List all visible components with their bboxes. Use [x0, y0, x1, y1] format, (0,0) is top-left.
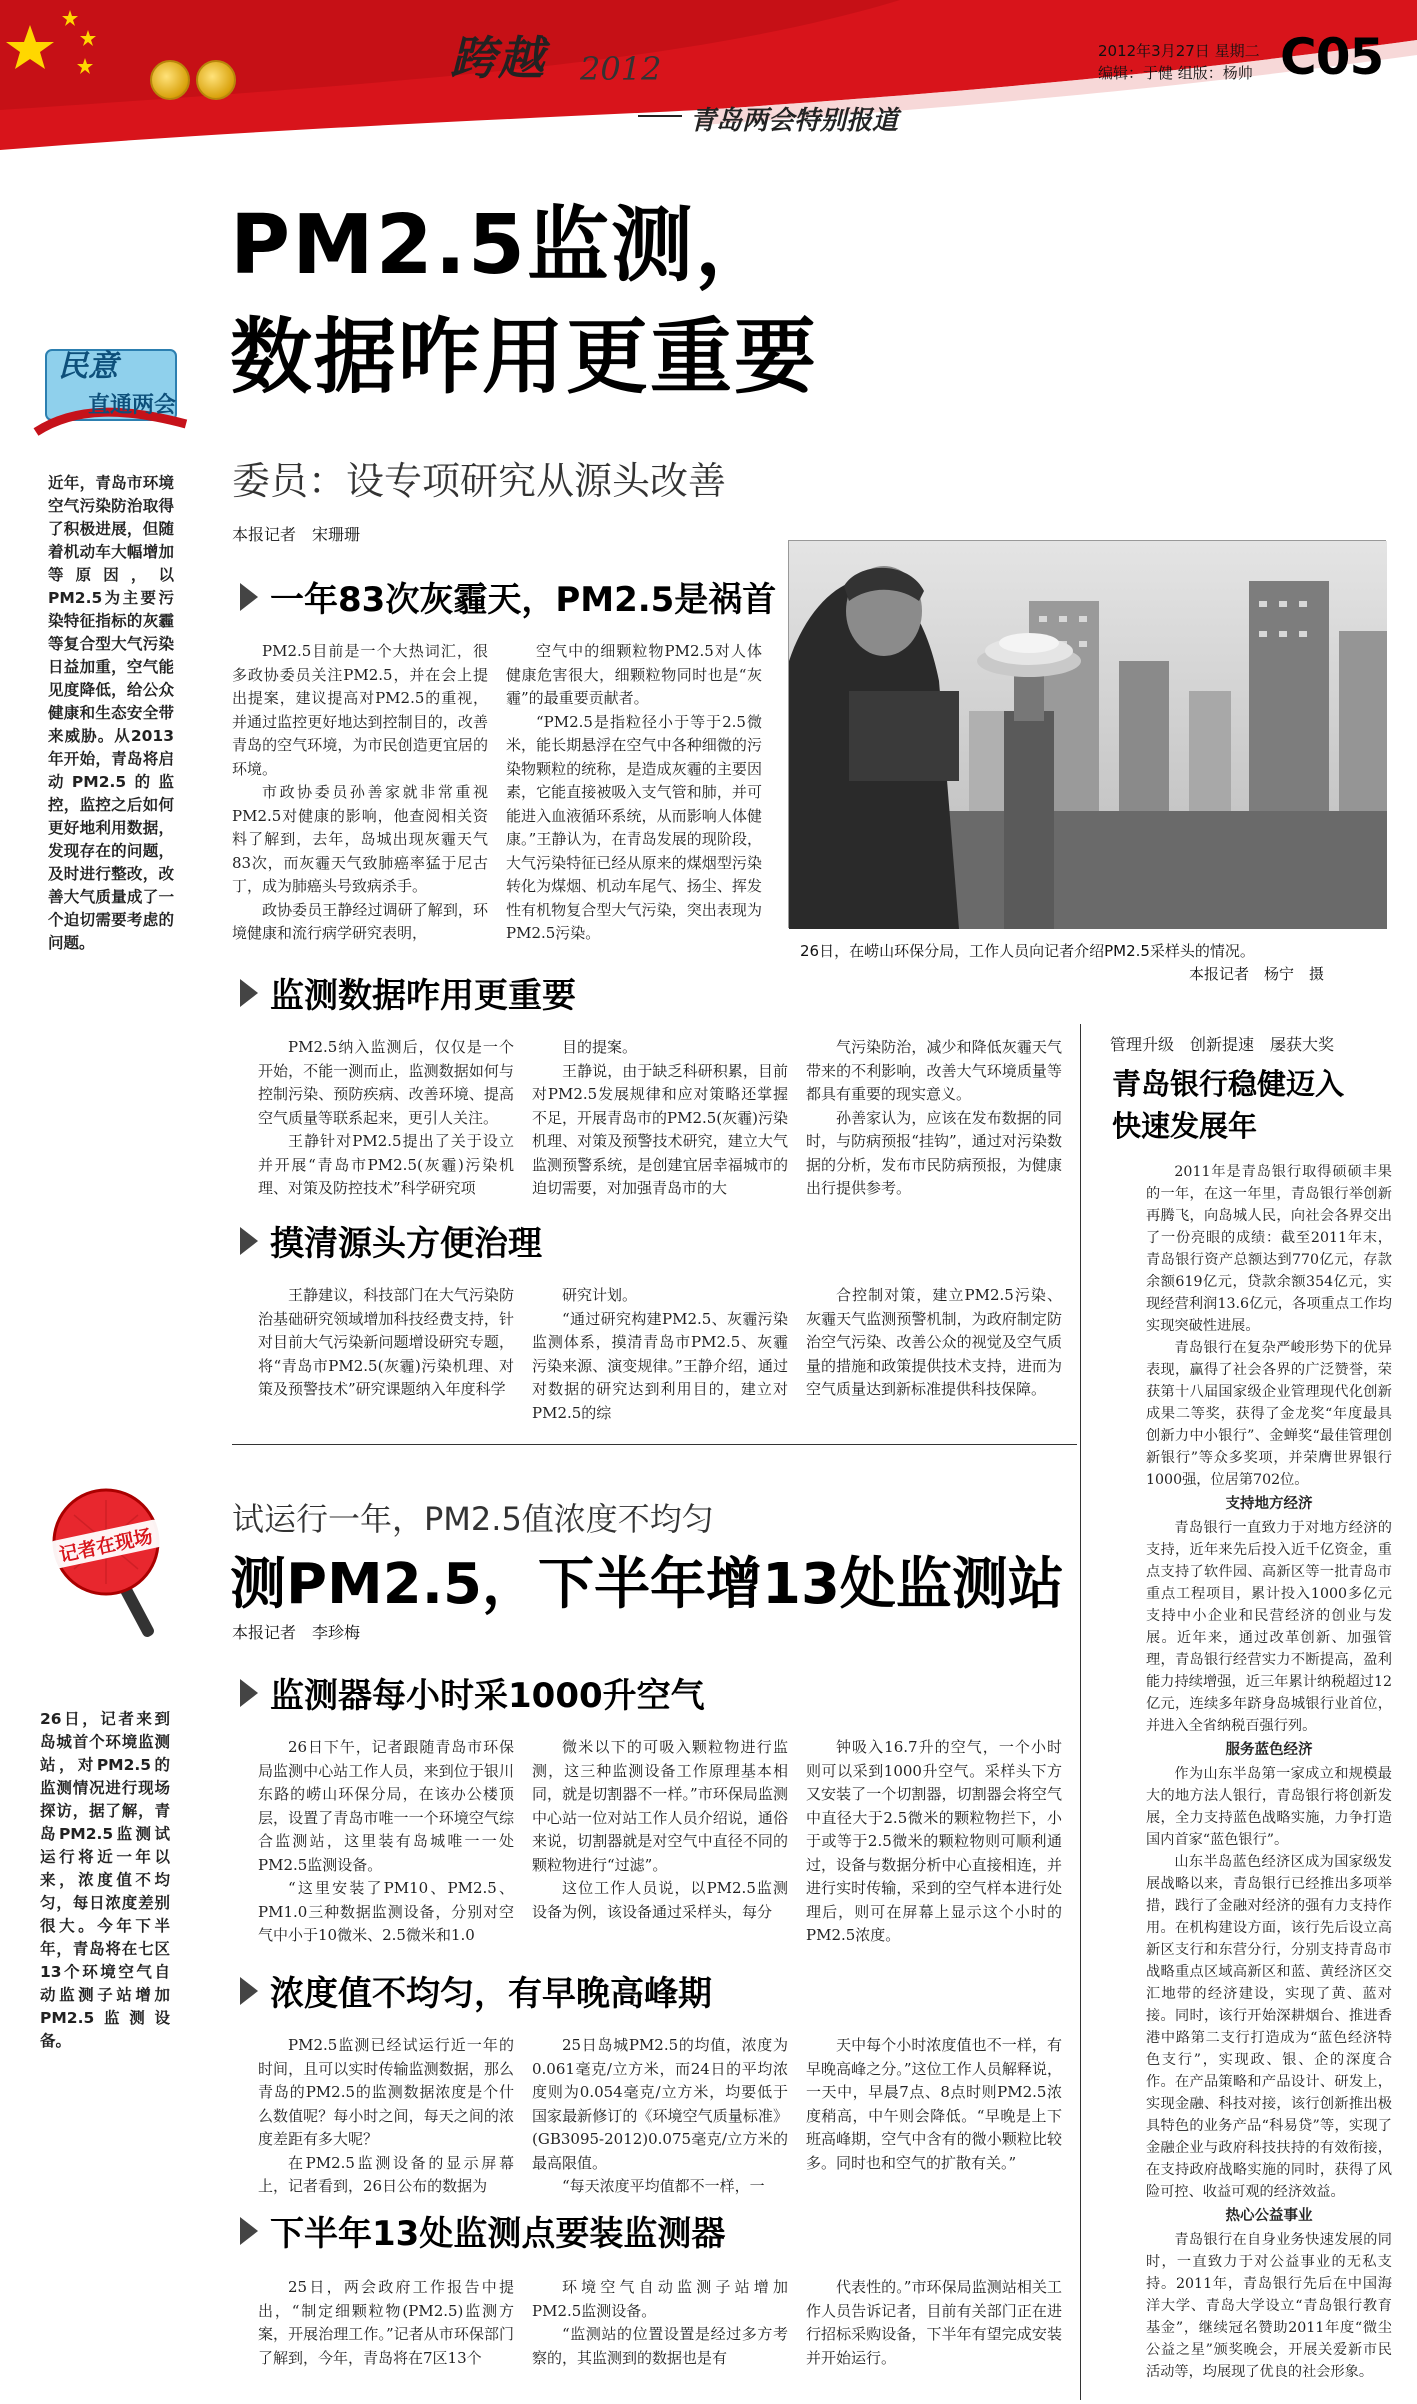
news-photo	[788, 540, 1386, 928]
text-column	[806, 2034, 1062, 2202]
headline-1-line1: PM2.5监测，	[230, 198, 779, 293]
text-column	[532, 1736, 788, 1951]
issue-date: 2012年3月27日 星期二	[1098, 42, 1260, 60]
text-column	[532, 1284, 788, 1429]
story2-section1-body	[258, 1736, 1068, 1951]
paragraph: 气污染防治，减少和降低灰霾天气带来的不利影响，改善大气环境质量等都具有重要的现实意义。	[806, 1038, 1062, 1103]
sidebar-paragraph: 青岛银行一直致力于对地方经济的支持，近年来先后投入近千亿资金，重点支持了软件园、高新区等一批青岛市重点工程项目，累计投入1000多亿元支持中小企业和民营经济的创业与发展。近年来，通过改革创新、加强管理，青岛银行经营实力不断提高，盈利能力持续增强，近三年累计纳税超过12亿元，连续多年跻身岛城银行业首位，并进入全省纳税百强行列。	[1146, 1520, 1392, 1734]
text-column	[258, 1036, 514, 1197]
triangle-bullet-icon	[240, 1227, 258, 1255]
paragraph: 目的提案。	[562, 1038, 638, 1056]
sidebar-article	[1092, 1028, 1392, 2400]
paragraph: 这位工作人员说，以PM2.5监测设备为例，该设备通过采样头，每分	[532, 1879, 788, 1921]
paragraph: 王静说，由于缺乏科研积累，目前对PM2.5发展规律和应对策略还掌握不足，开展青岛市的PM2.5(灰霾)污染机理、对策及预警技术研究，建立大气监测预警系统，是创建宜居幸福城市的迫切需要，对加强青岛市的大	[532, 1061, 789, 1197]
headline-2: 测PM2.5，下半年增13处监测站	[230, 1552, 1064, 1617]
paragraph: 代表性的。”市环保局监测站相关工作人员告诉记者，目前有关部门正在进行招标采购设备，下半年有望完成安装并开始运行。	[806, 2278, 1062, 2367]
national-emblem-icon	[150, 60, 190, 100]
sidebar-paragraph: 山东半岛蓝色经济区成为国家级发展战略以来，青岛银行已经推出多项举措，践行了金融对经济的强有力支持作用。在机构建设方面，该行先后设立高新区支行和东营分行，分别支持青岛市战略重点区域高新区和蓝、黄经济区交汇地带的经济建设，实现了黄、蓝对接。同时，该行开始深耕烟台、推进香港中路第二支行打造成为“蓝色经济特色支行”，实现政、银、企的深度合作。在产品策略和产品设计、研发上，实现金融、科技对接，该行创新推出极具特色的业务产品“科易贷”等，实现了金融企业与政府科技扶持的有效衔接，在支持政府战略实施的同时，获得了风险可控、收益可观的经济效益。	[1146, 1854, 1392, 2200]
paragraph: 王静针对PM2.5提出了关于设立并开展“青岛市PM2.5(灰霾)污染机理、对策及防控技术”科学研究项	[258, 1132, 514, 1197]
story1-subhead-3: 摸清源头方便治理	[240, 1216, 542, 1265]
story1-lead: 近年，青岛市环境空气污染防治取得了积极进展，但随着机动车大幅增加等原因，以PM2.5为主要污染特征指标的灰霾等复合型大气污染日益加重，空气能见度降低，给公众健康和生态安全带来威胁。从2013年开始，青岛将启动PM2.5的监控，监控之后如何更好地利用数据，发现存在的问题，及时进行整改，改善大气质量成了一个迫切需要考虑的问题。	[48, 474, 174, 952]
paragraph: 环境空气自动监测子站增加PM2.5监测设备。	[532, 2278, 788, 2320]
triangle-bullet-icon	[240, 2217, 258, 2245]
text-column	[232, 640, 488, 940]
story1-subhead-2: 监测数据咋用更重要	[240, 968, 576, 1017]
svg-text:记者在现场: 记者在现场	[57, 1525, 155, 1567]
story2-subhead-2: 浓度值不均匀，有早晚高峰期	[240, 1966, 712, 2015]
paragraph: 25日岛城PM2.5的均值，浓度为0.061毫克/立方米，而24日的平均浓度则为0.054毫克/立方米，均要低于国家最新修订的《环境空气质量标准》(GB3095-2012)0.075毫克/立方米的最高限值。	[532, 2036, 788, 2172]
story2-lead: 26日，记者来到岛城首个环境监测站，对PM2.5的监测情况进行现场探访，据了解，青岛PM2.5监测试运行将近一年以来，浓度值不均匀，每日浓度差别很大。今年下半年，青岛将在七区13个环境空气自动监测子站增加PM2.5监测设备。	[40, 1710, 170, 2050]
story1-section3-body	[258, 1284, 1068, 1429]
text-column	[258, 2034, 514, 2202]
photo-credit: 本报记者 杨宁 摄	[1188, 965, 1324, 983]
triangle-bullet-icon	[240, 1679, 258, 1707]
paragraph: 26日下午，记者跟随青岛市环保局监测中心站工作人员，来到位于银川东路的崂山环保分局，在该办公楼顶层，设置了青岛市唯一一个环境空气综合监测站，这里装有岛城唯一一处PM2.5监测设备。	[258, 1738, 514, 1874]
text-column	[258, 1736, 514, 1951]
paragraph: PM2.5监测已经试运行近一年的时间，且可以实时传输监测数据，那么青岛的PM2.5的监测数据浓度是个什么数值呢？每小时之间，每天之间的浓度差距有多大呢？	[258, 2036, 514, 2148]
story2-byline: 本报记者 李珍梅	[232, 1623, 361, 1642]
brand-year: 2012	[580, 50, 662, 88]
paragraph: “这里安装了PM10、PM2.5、PM1.0三种数据监测设备，分别对空气中小于10微米、2.5微米和1.0	[258, 1879, 514, 1944]
sidebar-keywords: 管理升级 创新提速 屡获大奖	[1110, 1035, 1335, 1054]
paragraph: 市政协委员孙善家就非常重视PM2.5对健康的影响，他查阅相关资料了解到，去年，岛城出现灰霾天气83次，而灰霾天气致肺癌率猛于尼古丁，成为肺癌头号致病杀手。	[232, 783, 488, 895]
triangle-bullet-icon	[240, 583, 258, 611]
paragraph: 空气中的细颗粒物PM2.5对人体健康危害很大，细颗粒物同时也是“灰霾”的最重要贡献者。	[506, 642, 762, 707]
text-column	[532, 1036, 789, 1197]
paragraph: 在PM2.5监测设备的显示屏幕上，记者看到，26日公布的数据为	[258, 2153, 514, 2195]
masthead	[0, 0, 1417, 150]
sidebar-title-line1: 青岛银行稳健迈入	[1112, 1067, 1345, 1101]
sidebar-paragraph: 青岛银行在复杂严峻形势下的优异表现，赢得了社会各界的广泛赞誉，荣获第十八届国家级企业管理现代化创新成果二等奖，获得了金龙奖“年度最具创新力中小银行”、金蝉奖“最佳管理创新银行”等众多奖项，并荣膺世界银行1000强，位居第702位。	[1146, 1340, 1392, 1488]
paragraph: “监测站的位置设置是经过多方考察的，其监测到的数据也是有	[532, 2325, 788, 2367]
paragraph: 25日，两会政府工作报告中提出，“制定细颗粒物(PM2.5)监测方案，开展治理工作。”记者从市环保部门了解到，今年，青岛将在7区13个	[258, 2278, 514, 2367]
text-column	[506, 640, 762, 940]
sidebar-subheading: 支持地方经济	[1225, 1496, 1313, 1512]
headline-1	[230, 190, 818, 414]
paragraph: 微米以下的可吸入颗粒物进行监测，这三种监测设备工作原理基本相同，就是切割器不一样。”市环保局监测中心站一位对站工作人员介绍说，通俗来说，切割器就是对空气中直径不同的颗粒物进行“过滤”。	[532, 1738, 788, 1874]
headline-1-line2: 数据咋用更重要	[230, 310, 819, 405]
sidebar-paragraph: 2011年是青岛银行取得硕硕丰果的一年，在这一年里，青岛银行举创新再腾飞，向岛城人民，向社会各界交出了一份亮眼的成绩：截至2011年末，青岛银行资产总额达到770亿元，存款余额619亿元，贷款余额354亿元，实现经营利润13.6亿元，各项重点工作均实现突破性进展。	[1146, 1164, 1392, 1334]
brand-title: 跨越	[450, 31, 546, 85]
triangle-bullet-icon	[240, 979, 258, 1007]
story2-subhead-1: 监测器每小时采1000升空气	[240, 1668, 705, 1717]
paragraph: 钟吸入16.7升的空气，一个小时则可以采到1000升空气。采样头下方又安装了一个切割器，切割器会将空气中直径大于2.5微米的颗粒物拦下，小于或等于2.5微米的颗粒物则可顺利通过，设备与数据分析中心直接相连，并进行实时传输，采到的空气样本进行处理后，则可在屏幕上显示这个小时的PM2.5浓度。	[806, 1738, 1062, 1944]
text-column	[806, 1284, 1062, 1429]
text-column	[806, 2276, 1062, 2394]
paragraph: 合控制对策，建立PM2.5污染、灰霾天气监测预警机制，为政府制定防治空气污染、改善公众的视觉及空气质量的措施和政策提供技术支持，进而为空气质量达到新标准提供科技保障。	[806, 1286, 1062, 1398]
sidebar-body	[1146, 1161, 1392, 2380]
paragraph: “通过研究构建PM2.5、灰霾污染监测体系，摸清青岛市PM2.5、灰霾污染来源、演变规律。”王静介绍，通过对数据的研究达到利用目的，建立对PM2.5的综	[532, 1309, 788, 1422]
story1-subhead-1: 一年83次灰霾天，PM2.5是祸首	[240, 572, 776, 621]
story2-subhead-3: 下半年13处监测点要装监测器	[240, 2206, 725, 2255]
text-column	[532, 2276, 788, 2394]
page-number: C05	[1280, 28, 1384, 86]
sidebar-subheading: 服务蓝色经济	[1225, 1742, 1313, 1758]
story1-byline: 本报记者 宋珊珊	[232, 525, 361, 544]
text-column	[532, 2034, 788, 2202]
paragraph: PM2.5纳入监测后，仅仅是一个开始，不能一测而止，监测数据如何与控制污染、预防疾病、改善环境、提高空气质量等联系起来，更引人关注。	[258, 1038, 514, 1127]
paragraph: 天中每个小时浓度值也不一样，有早晚高峰之分。”这位工作人员解释说，一天中，早晨7点、8点时则PM2.5浓度稍高，中午则会降低。“早晚是上下班高峰期，空气中含有的微小颗粒比较多。同时也和空气的扩散有关。”	[806, 2036, 1062, 2172]
photo-caption	[800, 940, 1384, 986]
paragraph: 孙善家认为，应该在发布数据的同时，与防病预报“挂钩”，通过对污染数据的分析，发布市民防病预报，为健康出行提供参考。	[806, 1108, 1062, 1197]
story1-deck: 委员：设专项研究从源头改善	[232, 459, 727, 503]
paragraph: “PM2.5是指粒径小于等于2.5微米，能长期悬浮在空气中各种细微的污染物颗粒的统称，是造成灰霾的主要因素，它能直接被吸入支气管和肺，并可能进入血液循环系统，从而影响人体健康。”王静认为，在青岛发展的现阶段，大气污染特征已经从原来的煤烟型污染转化为煤烟、机动车尾气、扬尘、挥发性有机物复合型大气污染，突出表现为PM2.5污染。	[506, 712, 762, 942]
paragraph: 王静建议，科技部门在大气污染防治基础研究领域增加科技经费支持，针对目前大气污染新问题增设研究专题，将“青岛市PM2.5(灰霾)污染机理、对策及预警技术”研究课题纳入年度科学	[258, 1286, 514, 1398]
sidebar-divider	[1080, 1024, 1081, 2400]
story1-section1-body	[232, 640, 762, 940]
sidebar-title-line2: 快速发展年	[1112, 1109, 1258, 1143]
sidebar-paragraph: 青岛银行在自身业务快速发展的同时，一直致力于对公益事业的无私支持。2011年，青岛银行先后在中国海洋大学、青岛大学设立“青岛银行教育基金”，继续冠名赞助2011年度“微尘公益之星”颁奖晚会，开展关爱新市民活动等，均展现了优良的社会形象。	[1146, 2232, 1392, 2380]
editor-credit: 编辑：于健 组版：杨帅	[1098, 64, 1253, 82]
cppcc-emblem-icon	[196, 60, 236, 100]
paragraph: PM2.5目前是一个大热词汇，很多政协委员关注PM2.5，并在会上提出提案，建议提高对PM2.5的重视，并通过监控更好地达到控制目的，改善青岛的空气环境，为市民创造更宜居的环境。	[232, 642, 488, 778]
sidebar-title	[1112, 1063, 1392, 1147]
brand-subtitle: 青岛两会特别报道	[690, 100, 898, 137]
minyi-badge	[36, 320, 206, 440]
sidebar-paragraph: 作为山东半岛第一家成立和规模最大的地方法人银行，青岛银行将创新发展，全力支持蓝色战略实施，力争打造国内首家“蓝色银行”。	[1146, 1766, 1392, 1848]
paragraph: “每天浓度平均值都不一样，一	[562, 2177, 765, 2195]
svg-text:民意: 民意	[58, 349, 118, 384]
svg-text:直通两会: 直通两会	[88, 393, 177, 418]
paragraph: 研究计划。	[562, 1286, 638, 1304]
story2-section2-body	[258, 2034, 1068, 2202]
story-divider	[232, 1444, 1077, 1445]
triangle-bullet-icon	[240, 1977, 258, 2005]
story1-section2-body	[258, 1036, 1068, 1197]
sidebar-subheading: 热心公益事业	[1225, 2208, 1313, 2224]
photo-caption-text: 26日，在崂山环保分局，工作人员向记者介绍PM2.5采样头的情况。	[800, 942, 1255, 960]
text-column	[806, 1036, 1062, 1197]
text-column	[258, 1284, 514, 1429]
text-column	[806, 1736, 1062, 1951]
paragraph: 政协委员王静经过调研了解到，环境健康和流行病学研究表明，	[232, 900, 488, 942]
story2-section3-body	[258, 2276, 1068, 2394]
text-column	[258, 2276, 514, 2394]
reporter-on-site-badge	[44, 1480, 194, 1650]
story2-deck: 试运行一年，PM2.5值浓度不均匀	[232, 1500, 714, 1538]
